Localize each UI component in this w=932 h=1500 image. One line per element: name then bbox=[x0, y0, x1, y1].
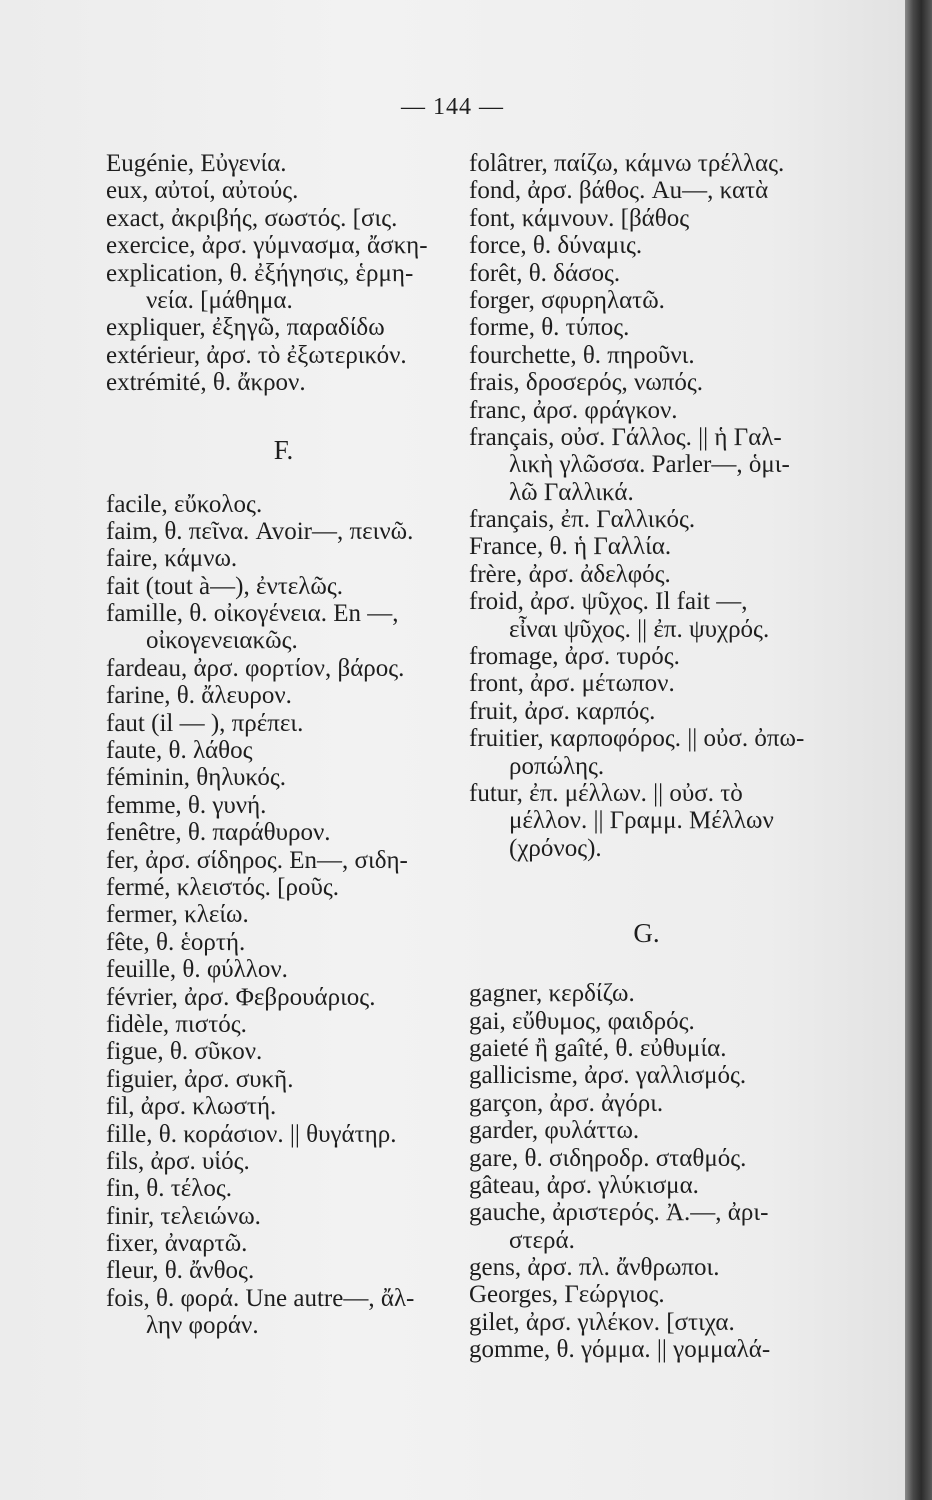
left-column bbox=[106, 150, 461, 1340]
entry-line: force, θ. δύναμις. bbox=[469, 232, 643, 260]
entry-line: extrémité, θ. ἄκρον. bbox=[106, 369, 306, 397]
entry-line: français, οὐσ. Γάλλος. || ἡ Γαλ- bbox=[469, 423, 782, 451]
entry-line: gilet, ἀρσ. γιλέκον. [στιχα. bbox=[469, 1308, 735, 1336]
entry-line: forêt, θ. δάσος. bbox=[469, 259, 621, 287]
entry-line: famille, θ. οἰκογένεια. En —, bbox=[106, 600, 399, 628]
entry-line: faute, θ. λάθος bbox=[106, 737, 253, 765]
entry-line: fourchette, θ. πηροῦνι. bbox=[469, 341, 695, 369]
entry-line: fait (tout à—), ἐντελῶς. bbox=[106, 572, 344, 600]
entry-line: fruit, ἀρσ. καρπός. bbox=[469, 697, 656, 725]
entry-line: fruitier, καρποφόρος. || οὐσ. ὀπω- bbox=[469, 725, 805, 753]
section-heading-f: F. bbox=[273, 434, 294, 465]
entry-line: fromage, ἀρσ. τυρός. bbox=[469, 643, 680, 671]
entry-line: exact, ἀκριβής, σωστός. [σις. bbox=[106, 204, 398, 232]
entry-line: eux, αὐτοί, αὐτούς. bbox=[106, 177, 299, 205]
entry-line: exercice, ἀρσ. γύμνασμα, ἄσκη- bbox=[106, 232, 428, 260]
entry-line: forme, θ. τύπος. bbox=[469, 314, 630, 342]
entry-line: gai, εὔθυμος, φαιδρός. bbox=[469, 1007, 695, 1035]
entry-line: fermer, κλείω. bbox=[106, 901, 249, 929]
entry-line: février, ἀρσ. Φεβρουάριος. bbox=[106, 983, 376, 1011]
entry-line: faut (il — ), πρέπει. bbox=[106, 709, 304, 737]
entry-line: λῶ Γαλλικά. bbox=[509, 478, 634, 506]
section-heading-g: G. bbox=[633, 918, 660, 949]
entry-line: fermé, κλειστός. [ροῦς. bbox=[106, 873, 339, 901]
entry-line: gens, ἀρσ. πλ. ἄνθρωποι. bbox=[469, 1254, 720, 1282]
page-number: — 144 — bbox=[401, 94, 504, 120]
entry-line: fond, ἀρσ. βάθος. Au—, κατὰ bbox=[469, 177, 769, 205]
entry-line: fil, ἀρσ. κλωστή. bbox=[106, 1093, 277, 1121]
entry-line: garder, φυλάττω. bbox=[469, 1117, 640, 1145]
entry-line: frère, ἀρσ. ἀδελφός. bbox=[469, 560, 671, 588]
entry-line: farine, θ. ἄλευρον. bbox=[106, 682, 292, 710]
entry-line: forger, σφυρηλατῶ. bbox=[469, 286, 665, 314]
entry-line: gâteau, ἀρσ. γλύκισμα. bbox=[469, 1171, 699, 1199]
entry-line: facile, εὔκολος. bbox=[106, 490, 263, 518]
entry-line: futur, ἐπ. μέλλων. || οὐσ. τὸ bbox=[469, 779, 743, 807]
entry-line: figuier, ἀρσ. συκῆ. bbox=[106, 1065, 294, 1093]
right-entries-g bbox=[469, 980, 824, 1363]
entry-line: fille, θ. κοράσιον. || θυγάτηρ. bbox=[106, 1120, 397, 1148]
entry-line: expliquer, ἐξηγῶ, παραδίδω bbox=[106, 314, 385, 342]
entry-line: extérieur, ἀρσ. τὸ ἐξωτερικόν. bbox=[106, 341, 407, 369]
left-entries-e bbox=[106, 150, 461, 397]
entry-line: font, κάμνουν. [βάθος bbox=[469, 204, 690, 232]
entry-line: στερά. bbox=[509, 1226, 575, 1254]
entry-line: λην φοράν. bbox=[146, 1312, 259, 1340]
entry-line: feuille, θ. φύλλον. bbox=[106, 956, 288, 984]
entry-line: μέλλον. || Γραμμ. Μέλλων bbox=[509, 807, 774, 835]
entry-line: Georges, Γεώργιος. bbox=[469, 1281, 665, 1309]
entry-line: fête, θ. ἑορτή. bbox=[106, 928, 246, 956]
entry-line: français, ἐπ. Γαλλικός. bbox=[469, 506, 696, 534]
entry-line: explication, θ. ἐξήγησις, ἑρμη- bbox=[106, 259, 414, 287]
entry-line: figue, θ. σῦκον. bbox=[106, 1038, 263, 1066]
entry-line: gagner, κερδίζω. bbox=[469, 980, 635, 1008]
entry-line: gauche, ἀριστερός. Ἀ.—, ἀρι- bbox=[469, 1199, 769, 1227]
entry-line: France, θ. ἡ Γαλλία. bbox=[469, 533, 672, 561]
entry-line: fixer, ἀναρτῶ. bbox=[106, 1230, 248, 1258]
entry-line: (χρόνος). bbox=[509, 834, 602, 862]
entry-line: garçon, ἀρσ. ἀγόρι. bbox=[469, 1089, 664, 1117]
entry-line: fer, ἀρσ. σίδηρος. En—, σιδη- bbox=[106, 846, 408, 874]
entry-line: fils, ἀρσ. υἱός. bbox=[106, 1147, 250, 1175]
entry-line: front, ἀρσ. μέτωπον. bbox=[469, 670, 675, 698]
entry-line: gomme, θ. γόμμα. || γομμαλά- bbox=[469, 1336, 771, 1364]
entry-line: fleur, θ. ἄνθος. bbox=[106, 1257, 255, 1285]
entry-line: faire, κάμνω. bbox=[106, 545, 238, 573]
entry-line: fardeau, ἀρσ. φορτίον, βάρος. bbox=[106, 654, 405, 682]
entry-line: gare, θ. σιδηροδρ. σταθμός. bbox=[469, 1144, 747, 1172]
entry-line: folâtrer, παίζω, κάμνω τρέλλας. bbox=[469, 150, 785, 177]
entry-line: Eugénie, Εὐγενία. bbox=[106, 150, 287, 177]
right-column bbox=[469, 150, 824, 1364]
entry-line: ροπώλης. bbox=[509, 752, 605, 780]
entry-line: franc, ἀρσ. φράγκον. bbox=[469, 396, 678, 424]
entry-line: gaieté ἢ gaîté, θ. εὐθυμία. bbox=[469, 1034, 727, 1062]
left-entries-f bbox=[106, 491, 461, 1340]
right-entries-f bbox=[469, 150, 824, 862]
book-binding-edge bbox=[905, 0, 932, 1500]
entry-line: fenêtre, θ. παράθυρον. bbox=[106, 819, 331, 847]
entry-line: finir, τελειώνω. bbox=[106, 1202, 261, 1230]
entry-line: fidèle, πιστός. bbox=[106, 1010, 247, 1038]
entry-line: λικὴ γλῶσσα. Parler—, ὁμι- bbox=[509, 451, 790, 479]
entry-line: féminin, θηλυκός. bbox=[106, 764, 287, 792]
entry-line: faim, θ. πεῖνα. Avoir—, πεινῶ. bbox=[106, 517, 414, 545]
entry-line: frais, δροσερός, νωπός. bbox=[469, 369, 704, 397]
entry-line: gallicisme, ἀρσ. γαλλισμός. bbox=[469, 1062, 747, 1090]
entry-line: femme, θ. γυνή. bbox=[106, 791, 267, 819]
entry-line: νεία. [μάθημα. bbox=[146, 286, 293, 314]
entry-line: οἰκογενειακῶς. bbox=[146, 627, 298, 655]
entry-line: εἶναι ψῦχος. || ἐπ. ψυχρός. bbox=[509, 615, 770, 643]
entry-line: froid, ἀρσ. ψῦχος. Il fait —, bbox=[469, 588, 748, 616]
entry-line: fois, θ. φορά. Une autre—, ἄλ- bbox=[106, 1284, 415, 1312]
entry-line: fin, θ. τέλος. bbox=[106, 1175, 233, 1203]
